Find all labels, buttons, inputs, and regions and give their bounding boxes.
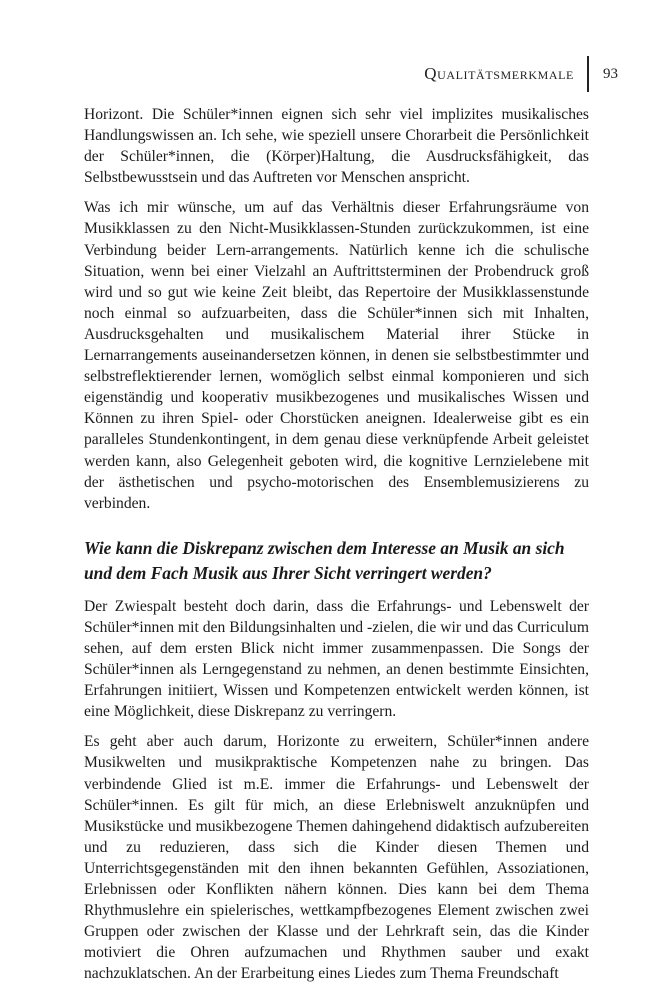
paragraph: Es geht aber auch darum, Horizonte zu erweitern, Schüler*innen andere Musikwelten und musikpraktische Kompetenzen nahe zu bringen. Das verbindende Glied ist m.E. immer die Erfahrungs- und Lebenswelt der Schüler*innen. Es gilt für mich, an diese Erlebniswelt anzuknüpfen und Musikstücke und musikbezogene Themen dahingehend didaktisch aufzubereiten und zu reduzieren, dass sich die Kinder diesen Themen und Unterrichtsgegenständen mit den ihnen bekannten Gefühlen, Assoziationen, Erlebnissen oder Konflikten nähern können. Dies kann bei dem Thema Rhythmuslehre ein spielerisches, wettkampfbezogenes Element zwischen zwei Gruppen oder zwischen der Klasse und der Lehrkraft sein, das die Kinder motiviert die Ohren aufzumachen und Rhythmen sauber und exakt nachzuklatschen. An der Erarbeitung eines Liedes zum Thema Freundschaft [84, 733, 589, 983]
running-head-title: Qualitätsmerkmale [424, 64, 574, 83]
paragraph: Was ich mir wünsche, um auf das Verhältnis dieser Erfahrungsräume von Musikklassen zu den Nicht-Musikklassen-Stunden zurückzukommen, ist eine Verbindung beider Lern-arrangements. Natürlich kenne ich die schulische Situation, wenn bei einer Vielzahl an Auftrittsterminen der Probendruck groß wird und so gut wie keine Zeit bleibt, das Repertoire der Musikklassenstunde noch einmal so aufzuarbeiten, dass die Schüler*innen sich mit Inhalten, Ausdrucksgehalten und musikalischem Material ihrer Stücke in Lernarrangements auseinandersetzen können, in denen sie selbstbestimmter und selbstreflektierender lernen, womöglich selbst einmal komponieren und sich eigenständig und kooperativ musikbezogenes und musikalisches Wissen und Können zu ihren Spiel- oder Chorstücken aneignen. Idealerweise gibt es ein paralleles Stundenkontingent, in dem genau diese verknüpfende Arbeit geleistet werden kann, also Gelegenheit geboten wird, die kognitive Lernzielebene mit der ästhetischen und psycho-motorischen des Ensemblemusizierens zu verbinden. [84, 199, 589, 512]
paragraph: Horizont. Die Schüler*innen eignen sich sehr viel implizites musikalisches Handlungswissen an. Ich sehe, wie speziell unsere Chorarbeit die Persönlichkeit der Schüler*innen, die (Körper)Haltung, die Ausdrucksfähigkeit, das Selbstbewusstsein und das Auftreten vor Menschen anspricht. [84, 106, 589, 187]
running-head [0, 56, 650, 96]
running-head-divider [587, 56, 589, 92]
paragraph: Der Zwiespalt besteht doch darin, dass die Erfahrungs- und Lebenswelt der Schüler*innen mit den Bildungsinhalten und -zielen, die wir und das Curriculum sehen, auf dem ersten Blick nicht immer zusammenpassen. Die Songs der Schüler*innen als Lerngegenstand zu nehmen, an denen bestimmte Einsichten, Erfahrungen initiiert, Wissen und Kompetenzen entwickelt werden können, ist eine Möglichkeit, diese Diskrepanz zu verringern. [84, 597, 589, 721]
question-heading: Wie kann die Diskrepanz zwischen dem Interesse an Musik an sich und dem Fach Musik aus Ihrer Sicht verringert werden? [84, 537, 565, 583]
page-number: 93 [603, 66, 618, 82]
body-text [84, 104, 589, 993]
